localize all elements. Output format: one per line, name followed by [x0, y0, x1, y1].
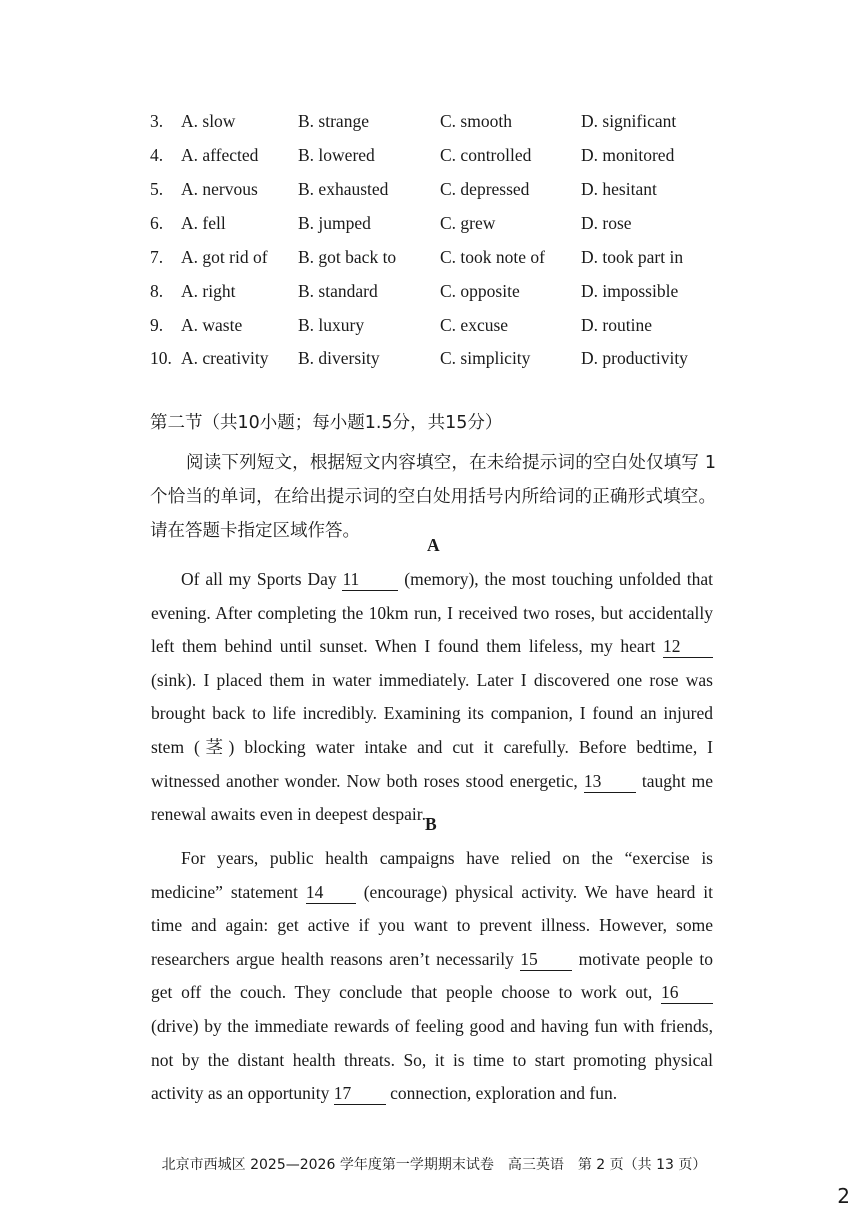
option-d: D. routine: [581, 315, 652, 335]
option-row-4: [0, 145, 868, 175]
option-c: C. depressed: [440, 179, 530, 199]
option-a: A. affected: [181, 145, 259, 165]
option-b: B. got back to: [298, 247, 397, 267]
question-number: 9.: [150, 315, 164, 335]
question-number: 8.: [150, 281, 164, 301]
blank-16[interactable]: 16: [661, 981, 713, 1004]
question-number: 10.: [150, 348, 172, 368]
option-c: C. excuse: [440, 315, 509, 335]
section-instructions: 阅读下列短文，根据短文内容填空，在未给提示词的空白处仅填写 1 个恰当的单词，在给出提示词的空白处用括号内所给词的正确形式填空。请在答题卡指定区域作答。: [150, 453, 716, 541]
blank-17[interactable]: 17: [334, 1082, 386, 1105]
passage-b-label: B: [425, 814, 437, 834]
option-a: A. fell: [181, 213, 226, 233]
blank-11[interactable]: 11: [342, 568, 398, 591]
option-a: A. creativity: [181, 348, 269, 368]
option-c: C. took note of: [440, 247, 545, 267]
option-d: D. impossible: [581, 281, 679, 301]
option-row-7: [0, 247, 868, 277]
passage-text: taught me renewal awaits even in deepest despair.: [151, 770, 714, 825]
option-b: B. diversity: [298, 348, 380, 368]
passage-text: (memory), the most touching unfolded that evening. After completing the 10km run, I received two roses, but accidentally left them behind until sunset. When I found them lifeless, my heart: [151, 569, 713, 657]
passage-text: connection, exploration and fun.: [385, 1083, 618, 1104]
option-a: A. got rid of: [181, 247, 268, 267]
option-a: A. slow: [181, 111, 236, 131]
passage-a: [151, 563, 713, 832]
question-number: 7.: [150, 247, 164, 267]
option-row-5: [0, 179, 868, 209]
question-number: 3.: [150, 111, 164, 131]
passage-text: (encourage) physical activity. We have heard it time and again: get active if you want to prevent illness. However, some researchers argue health reasons aren’t necessarily: [151, 881, 714, 969]
option-c: C. smooth: [440, 111, 512, 131]
option-row-10: [0, 348, 868, 378]
option-c: C. grew: [440, 213, 496, 233]
passage-text: (drive) by the immediate rewards of feeling good and having fun with friends, not by the distant health threats. So, it is time to start promoting physical activity as an opportunity: [151, 1015, 713, 1104]
passage-text: (sink). I placed them in water immediately. Later I discovered one rose was brought back to life incredibly. Examining its companion, I found an injured stem (茎) blocking water intake and cut it carefully. Before bedtime, I witnessed another wonder. Now both roses stood energetic,: [151, 669, 713, 791]
passage-text: Of all my Sports Day: [181, 569, 343, 589]
option-d: D. rose: [581, 213, 632, 233]
blank-14[interactable]: 14: [306, 881, 356, 904]
blank-12[interactable]: 12: [663, 635, 713, 658]
blank-13[interactable]: 13: [584, 770, 636, 793]
question-number: 4.: [150, 145, 164, 165]
option-d: D. monitored: [581, 145, 675, 165]
option-a: A. right: [181, 281, 236, 301]
option-c: C. simplicity: [440, 348, 531, 368]
option-d: D. productivity: [581, 348, 688, 368]
option-b: B. exhausted: [298, 179, 389, 199]
option-b: B. jumped: [298, 213, 371, 233]
option-d: D. significant: [581, 111, 677, 131]
option-row-6: [0, 213, 868, 243]
option-a: A. nervous: [181, 179, 258, 199]
passage-b: [151, 842, 713, 1111]
page-footer: 北京市西城区 2025—2026 学年度第一学期期末试卷 高三英语 第 2 页（共 13 页）: [161, 1157, 707, 1173]
option-c: C. controlled: [440, 145, 532, 165]
option-row-8: [0, 281, 868, 311]
option-d: D. took part in: [581, 247, 684, 267]
passage-a-label: A: [427, 535, 440, 555]
question-number: 6.: [150, 213, 164, 233]
option-c: C. opposite: [440, 281, 520, 301]
option-b: B. standard: [298, 281, 378, 301]
option-b: B. strange: [298, 111, 369, 131]
section-title: 第二节（共10小题；每小题1.5分，共15分）: [150, 413, 503, 433]
page-number: 2: [837, 1184, 850, 1208]
blank-15[interactable]: 15: [520, 948, 572, 971]
option-row-3: [0, 111, 868, 141]
question-number: 5.: [150, 179, 164, 199]
option-d: D. hesitant: [581, 179, 657, 199]
option-b: B. lowered: [298, 145, 375, 165]
option-b: B. luxury: [298, 315, 365, 335]
option-a: A. waste: [181, 315, 243, 335]
option-row-9: [0, 315, 868, 345]
passage-text: motivate people to get off the couch. They conclude that people choose to work out,: [151, 948, 713, 1003]
passage-text: For years, public health campaigns have relied on the “exercise is medicine” statement: [151, 848, 713, 902]
